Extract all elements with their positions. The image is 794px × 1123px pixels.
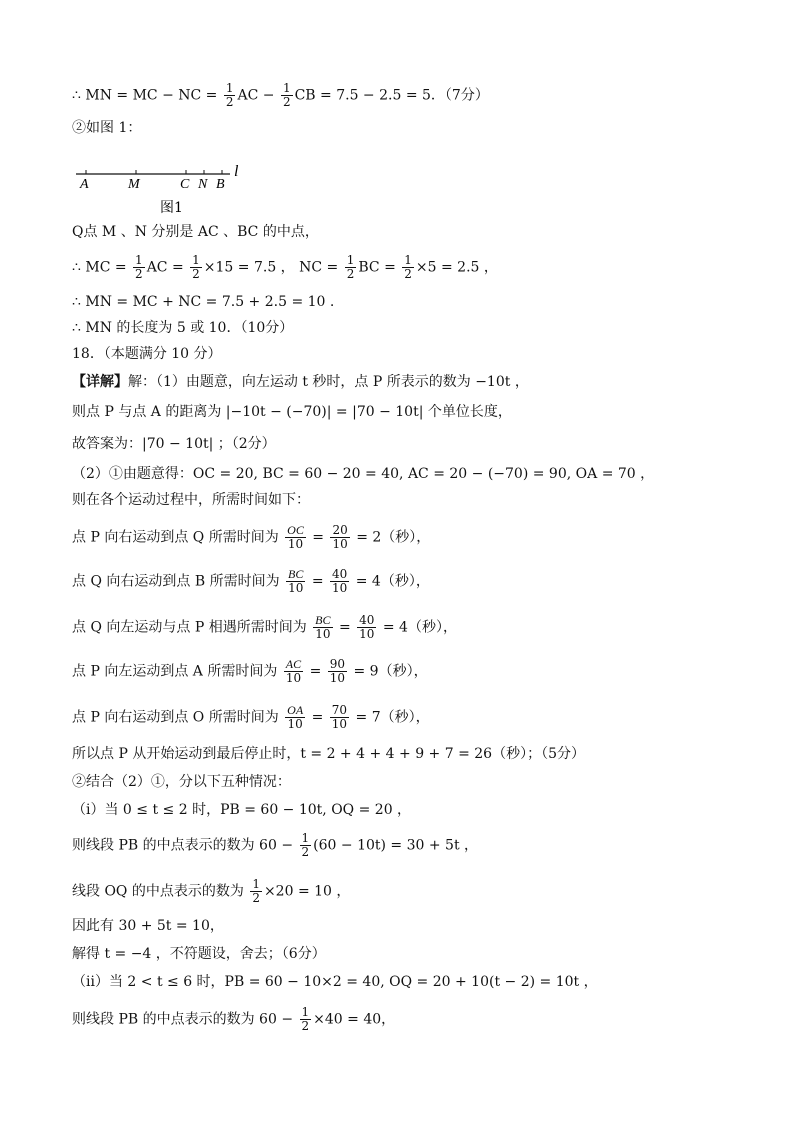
time-p-to-o: 点 P 向右运动到点 O 所需时间为 $\frac{OA}{10}$ = $\frac{70}{10}$ = 7（秒）， bbox=[72, 703, 430, 731]
case-1-oq-midpoint: 线段 OQ 的中点表示的数为 $\frac{1}{2}$ ×20 = 10 ， bbox=[72, 877, 351, 905]
case-1-pb-midpoint: 则线段 PB 的中点表示的数为 60 − $\frac{1}{2}$ (60 − 10t) = 30 + 5t ， bbox=[72, 831, 479, 859]
time-intro: 则在各个运动过程中，所需时间如下： bbox=[72, 492, 310, 508]
point-b-label: B bbox=[216, 177, 225, 192]
fraction-half: $\frac{1}{2}$ bbox=[282, 81, 291, 109]
point-m-label: M bbox=[128, 177, 140, 192]
mn-conclusion: ∴ MN 的长度为 5 或 10．（10分） bbox=[72, 320, 294, 336]
cases-intro: ②结合（2）①，分以下五种情况： bbox=[72, 774, 291, 790]
case-2-pb-midpoint: 则线段 PB 的中点表示的数为 60 − $\frac{1}{2}$ ×40 = 40， bbox=[72, 1005, 396, 1033]
detail-part1: 【详解】解：（1）由题意，向左运动 t 秒时，点 P 所表示的数为 −10t ， bbox=[72, 374, 529, 390]
point-a-label: A bbox=[80, 177, 89, 192]
line-l-label: l bbox=[234, 163, 239, 180]
time-q-to-b: 点 Q 向右运动到点 B 所需时间为 $\frac{BC}{10}$ = $\frac{40}{10}$ = 4（秒）， bbox=[72, 567, 430, 595]
case-1-equation: 因此有 30 + 5t = 10， bbox=[72, 918, 224, 934]
midpoint-statement: Q点 M 、N 分别是 AC 、BC 的中点， bbox=[72, 224, 319, 240]
solution-line-mn: ∴ MN = MC − NC = $\frac{1}{2}$ AC − $\frac{1}{2}$ CB = 7.5 − 2.5 = 5．（7分） bbox=[72, 81, 489, 109]
time-p-to-a: 点 P 向左运动到点 A 所需时间为 $\frac{AC}{10}$ = $\frac{90}{10}$ = 9（秒）， bbox=[72, 657, 428, 685]
time-q-meets-p: 点 Q 向左运动与点 P 相遇所需时间为 $\frac{BC}{10}$ = $\frac{40}{10}$ = 4（秒）， bbox=[72, 613, 457, 641]
part2-given: （2）①由题意得：OC = 20, BC = 60 − 20 = 40, AC = 20 − (−70) = 90, OA = 70 ， bbox=[72, 466, 655, 482]
answer-1: 故答案为：|70 − 10t| ；（2分） bbox=[72, 436, 276, 452]
number-line-figure bbox=[72, 160, 262, 218]
figure-ref: ②如图 1： bbox=[72, 120, 142, 136]
point-n-label: N bbox=[198, 177, 208, 192]
question-18-heading: 18．（本题满分 10 分） bbox=[72, 346, 222, 362]
case-1-solution: 解得 t = −4 ，不符题设，舍去；（6分） bbox=[72, 946, 326, 962]
case-1-condition: （ⅰ）当 0 ≤ t ≤ 2 时，PB = 60 − 10t, OQ = 20 ， bbox=[72, 802, 412, 818]
distance-pa: 则点 P 与点 A 的距离为 |−10t − (−70)| = |70 − 10t| 个单位长度， bbox=[72, 404, 512, 420]
fraction-half: $\frac{1}{2}$ bbox=[225, 81, 234, 109]
time-p-to-q: 点 P 向右运动到点 Q 所需时间为 $\frac{OC}{10}$ = $\frac{20}{10}$ = 2（秒）， bbox=[72, 523, 431, 551]
case-2-condition: （ⅱ）当 2 < t ≤ 6 时，PB = 60 − 10×2 = 40, OQ = 20 + 10(t − 2) = 10t ， bbox=[72, 974, 598, 990]
mn-sum: ∴ MN = MC + NC = 7.5 + 2.5 = 10 . bbox=[72, 294, 335, 310]
total-time: 所以点 P 从开始运动到最后停止时，t = 2 + 4 + 4 + 9 + 7 = 26（秒）；（5分） bbox=[72, 746, 585, 762]
mc-nc-calc: ∴ MC = $\frac{1}{2}$ AC = $\frac{1}{2}$ ×15 = 7.5 ， NC = $\frac{1}{2}$ BC = $\frac{1}{2}$ ×5 = 2.5 ， bbox=[72, 253, 498, 281]
point-c-label: C bbox=[180, 177, 190, 192]
figure-caption: 图1 bbox=[160, 200, 183, 216]
